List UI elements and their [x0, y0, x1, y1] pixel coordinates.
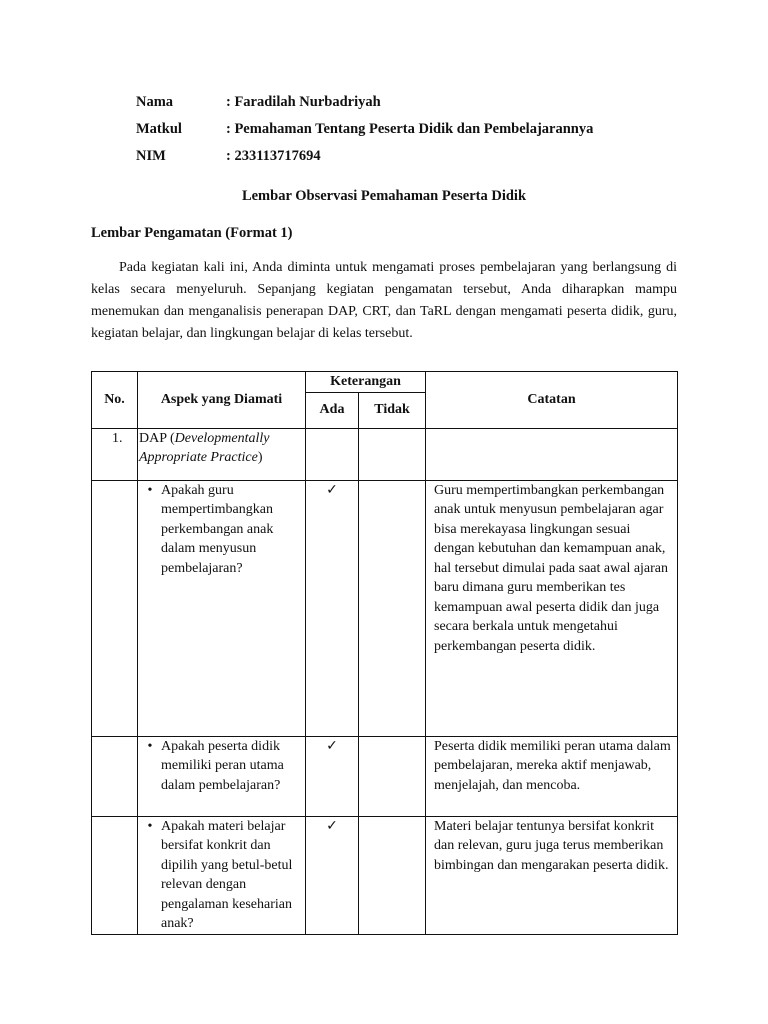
ada-check-icon: ✓: [306, 480, 359, 736]
table-row: [92, 816, 678, 934]
row-number: [92, 736, 138, 816]
aspek-cell: [138, 480, 306, 736]
header-keterangan: Keterangan: [306, 372, 426, 393]
tidak-cell: [359, 816, 426, 934]
name-label: Nama: [136, 94, 174, 110]
bullet-icon: •: [147, 818, 153, 834]
header-tidak: Tidak: [359, 392, 426, 428]
document-title: Lembar Observasi Pemahaman Peserta Didik: [241, 188, 527, 204]
section-number: 1.: [92, 428, 138, 480]
bullet-icon: •: [147, 482, 153, 498]
course-label: Matkul: [136, 121, 182, 137]
nim-label: NIM: [136, 148, 166, 164]
nim-value: : 233113717694: [226, 148, 321, 164]
tidak-cell: [359, 480, 426, 736]
aspek-text: Apakah materi belajar bersifat konkrit dan dipilih yang betul-betul relevan dengan pengalaman keseharian anak?: [161, 818, 293, 931]
row-number: [92, 480, 138, 736]
aspek-text: Apakah guru mempertimbangkan perkembangan anak dalam menyusun pembelajaran?: [161, 482, 274, 576]
bullet-icon: •: [147, 738, 153, 754]
section-label-open: DAP (: [139, 430, 175, 446]
catatan-cell: Materi belajar tentunya bersifat konkrit dan relevan, guru juga terus memberikan bimbingan dan mengarakan peserta didik.: [426, 816, 678, 934]
section-label: [138, 428, 306, 480]
nim-row: [136, 147, 321, 165]
observation-table: [91, 371, 678, 935]
aspek-cell: [138, 736, 306, 816]
section-tidak: [359, 428, 426, 480]
section-ada: [306, 428, 359, 480]
table-row-section: [92, 428, 678, 480]
table-row: [92, 480, 678, 736]
name-row: [136, 93, 381, 111]
aspek-cell: [138, 816, 306, 934]
name-value: : Faradilah Nurbadriyah: [226, 94, 381, 110]
aspek-text: Apakah peserta didik memiliki peran utama dalam pembelajaran?: [161, 738, 284, 793]
section-catatan: [426, 428, 678, 480]
intro-paragraph: Pada kegiatan kali ini, Anda diminta untuk mengamati proses pembelajaran yang berlangsung di kelas secara menyeluruh. Sepanjang kegiatan pengamatan tersebut, Anda diharapkan mampu menemukan dan menganalisis penerapan DAP, CRT, dan TaRL dengan mengamati peserta didik, guru, kegiatan belajar, dan lingkungan belajar di kelas tersebut.: [91, 260, 677, 341]
row-number: [92, 816, 138, 934]
catatan-cell: Guru mempertimbangkan perkembangan anak untuk menyusun pembelajaran agar bisa merekayasa lingkungan sesuai dengan kebutuhan dan kemampuan anak, hal tersebut dimulai pada saat awal ajaran baru dimana guru memberikan tes kemampuan awal peserta didik dan juga secara berkala untuk mengetahui perkembangan peserta didik.: [426, 480, 678, 736]
section-title: Lembar Pengamatan (Format 1): [91, 225, 293, 241]
ada-check-icon: ✓: [306, 816, 359, 934]
course-row: [136, 120, 593, 138]
ada-check-icon: ✓: [306, 736, 359, 816]
catatan-cell: Peserta didik memiliki peran utama dalam pembelajaran, mereka aktif menjawab, menjelajah, dan mencoba.: [426, 736, 678, 816]
course-value: : Pemahaman Tentang Peserta Didik dan Pembelajarannya: [226, 121, 594, 137]
header-no: No.: [92, 372, 138, 429]
section-label-close: ): [257, 450, 263, 465]
tidak-cell: [359, 736, 426, 816]
header-aspek: Aspek yang Diamati: [138, 372, 306, 429]
table-row: [92, 736, 678, 816]
section-label-italic: Developmentally Appropriate Practice: [139, 430, 270, 465]
header-ada: Ada: [306, 392, 359, 428]
header-catatan: Catatan: [426, 372, 678, 429]
